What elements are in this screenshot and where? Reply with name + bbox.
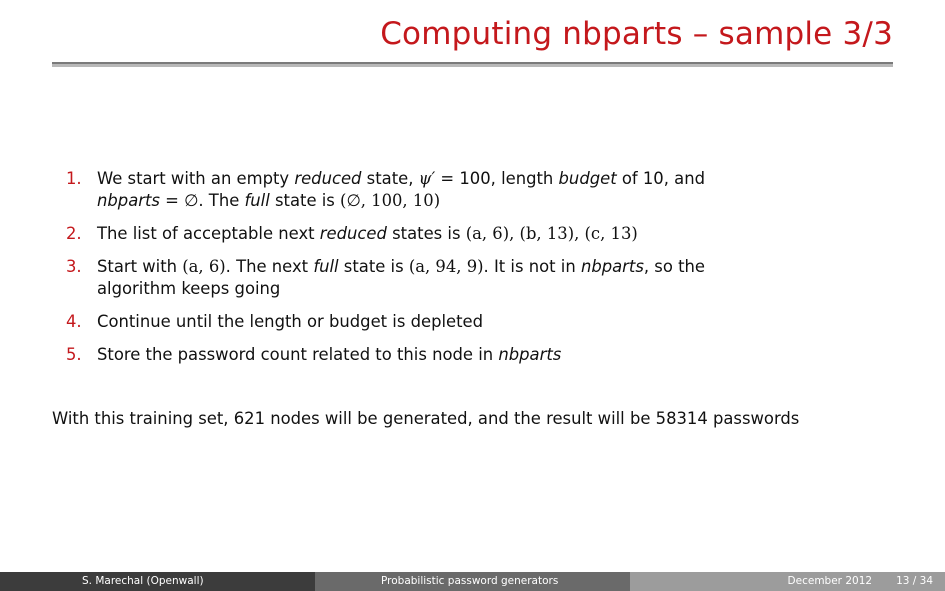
- list-item: 1. We start with an empty reduced state, ψ′ = 100, length budget of 10, and nbparts = ∅. The full state is (∅, 100, 10): [66, 169, 705, 210]
- item-number: 4.: [66, 312, 82, 331]
- page-number: 13 / 34: [896, 575, 933, 587]
- math-emptyset: = ∅: [159, 191, 199, 210]
- math-states: (a, 6), (b, 13), (c, 13): [465, 224, 638, 243]
- item-number: 5.: [66, 345, 82, 364]
- math-psi: ψ′ =: [418, 169, 460, 188]
- math-next-full: (a, 94, 9): [408, 257, 484, 276]
- footer-talk-title: Probabilistic password generators: [315, 572, 630, 591]
- item-number: 3.: [66, 257, 82, 276]
- footer-date-page: [630, 572, 945, 591]
- item-number: 2.: [66, 224, 82, 243]
- math-start: (a, 6): [182, 257, 226, 276]
- slide-title: Computing nbparts – sample 3/3: [380, 16, 893, 52]
- summary-paragraph: With this training set, 621 nodes will be generated, and the result will be 58314 passwords: [52, 409, 800, 428]
- footer-bar: [0, 572, 945, 591]
- math-full-state: (∅, 100, 10): [340, 191, 441, 210]
- list-item: 4. Continue until the length or budget is depleted: [66, 312, 484, 331]
- list-item: 2. The list of acceptable next reduced states is (a, 6), (b, 13), (c, 13): [66, 224, 638, 243]
- title-rule-shadow: [52, 64, 893, 67]
- list-item: 5. Store the password count related to this node in nbparts: [66, 345, 562, 364]
- item-number: 1.: [66, 169, 82, 188]
- list-item: 3. Start with (a, 6). The next full state is (a, 94, 9). It is not in nbparts, so the algorithm keeps going: [66, 257, 705, 298]
- footer-date: December 2012: [787, 575, 873, 587]
- footer-author: S. Marechal (Openwall): [0, 572, 315, 591]
- steps-list: [66, 168, 866, 377]
